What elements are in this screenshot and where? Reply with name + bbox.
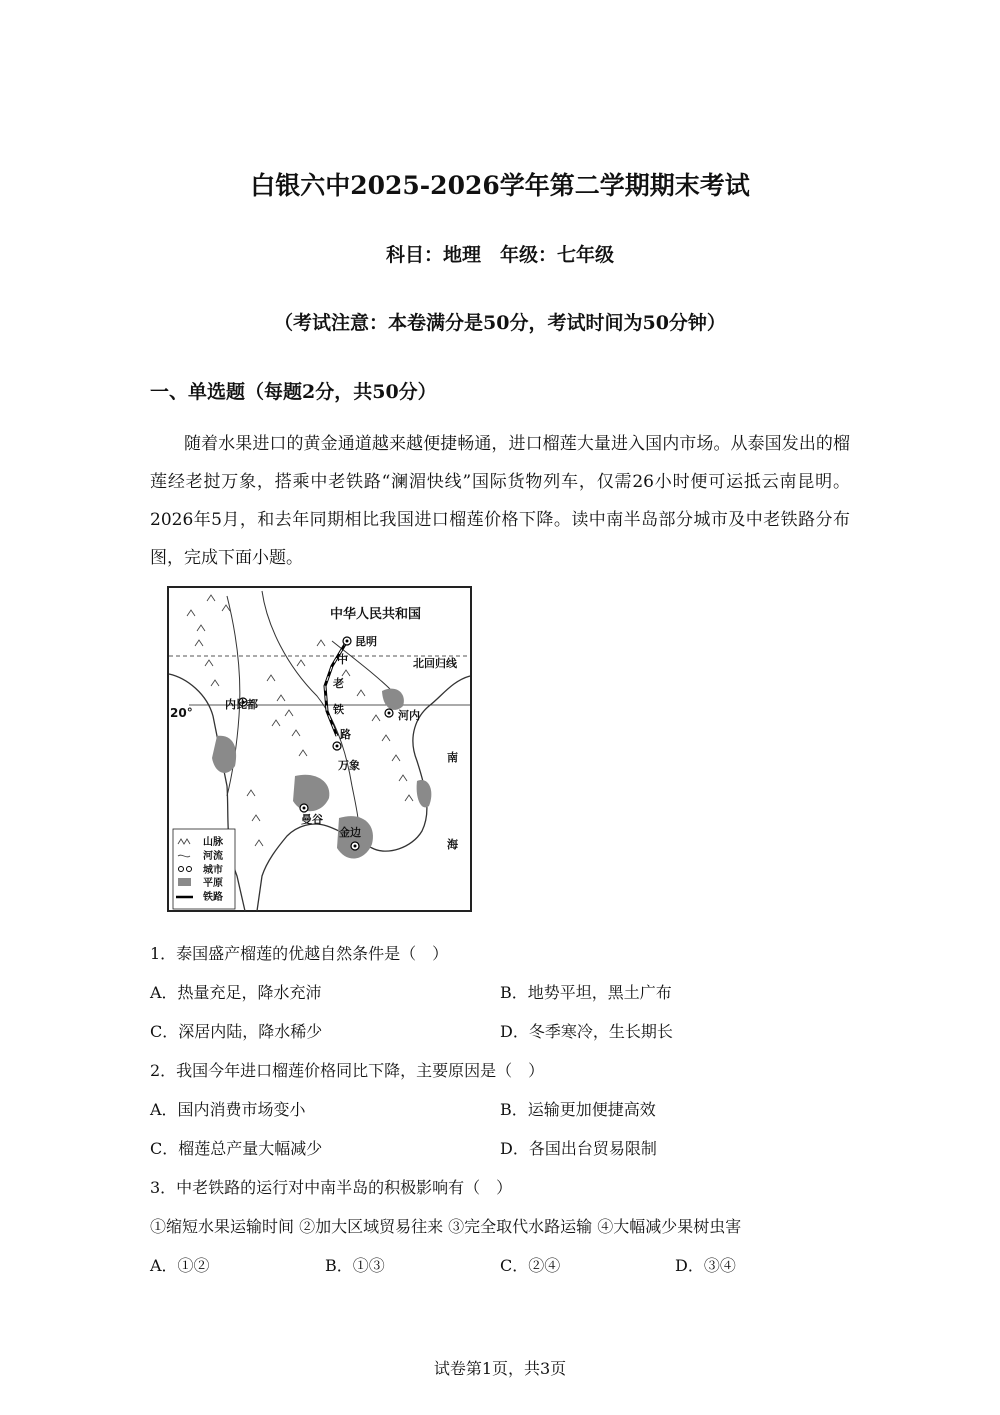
label-rail-2: 老: [333, 677, 344, 690]
answer-option[interactable]: D．各国出台贸易限制: [500, 1139, 657, 1158]
page-footer: 试卷第1页，共3页: [433, 1359, 567, 1378]
answer-option[interactable]: C．②④: [500, 1256, 561, 1275]
question-stem: 1．泰国盛产榴莲的优越自然条件是（ ）: [150, 944, 449, 963]
exam-notice: （考试注意：本卷满分是50分，考试时间为50分钟）: [274, 312, 726, 334]
label-rail-3: 铁: [333, 703, 344, 716]
answer-option[interactable]: B．①③: [325, 1256, 385, 1275]
label-sea-2: 海: [447, 838, 458, 851]
answer-option[interactable]: A．热量充足，降水充沛: [150, 983, 322, 1002]
answer-option[interactable]: D．③④: [675, 1256, 736, 1275]
legend-label: 城市: [203, 865, 223, 876]
label-naypyidaw: 内比都: [225, 698, 258, 711]
label-bangkok: 曼谷: [301, 813, 323, 826]
question-stem: 2．我国今年进口榴莲价格同比下降，主要原因是（ ）: [150, 1061, 545, 1080]
question-stem: 3．中老铁路的运行对中南半岛的积极影响有（ ）: [150, 1178, 513, 1197]
answer-option[interactable]: C．深居内陆，降水稀少: [150, 1022, 323, 1041]
reading-passage: 随着水果进口的黄金通道越来越便捷畅通，进口榴莲大量进入国内市场。从泰国发出的榴莲经老挝万象，搭乘中老铁路“澜湄快线”国际货物列车，仅需26小时便可运抵云南昆明。2026年5月，和去年同期相比我国进口榴莲价格下降。读中南半岛部分城市及中老铁路分布图，完成下面小题。: [150, 434, 850, 568]
answer-option[interactable]: D．冬季寒冷，生长期长: [500, 1022, 673, 1041]
label-sea-1: 南: [447, 751, 458, 764]
legend-city-icon: [179, 867, 184, 872]
label-kunming: 昆明: [355, 635, 377, 648]
question-statements: ①缩短水果运输时间 ②加大区域贸易往来 ③完全取代水路运输 ④大幅减少果树虫害: [150, 1217, 742, 1236]
label-china: 中华人民共和国: [330, 607, 422, 622]
label-rail-4: 路: [340, 728, 351, 741]
answer-option[interactable]: A．国内消费市场变小: [150, 1100, 306, 1119]
answer-option[interactable]: B．运输更加便捷高效: [500, 1100, 656, 1119]
label-20deg: 20°: [170, 706, 193, 720]
subject-line: 科目：地理 年级：七年级: [385, 244, 614, 266]
label-tropic: 北回归线: [413, 657, 457, 670]
label-phnompenh: 金边: [339, 826, 361, 839]
section-heading: 一、单选题（每题2分，共50分）: [150, 381, 437, 403]
legend-label: 山脉: [203, 837, 223, 848]
label-hanoi: 河内: [398, 709, 420, 722]
exam-title: 白银六中2025-2026学年第二学期期末考试: [250, 171, 750, 200]
answer-option[interactable]: B．地势平坦，黑土广布: [500, 983, 672, 1002]
legend-label: 河流: [203, 851, 223, 862]
legend-label: 平原: [203, 878, 223, 889]
legend-label: 铁路: [203, 892, 223, 903]
answer-option[interactable]: C．榴莲总产量大幅减少: [150, 1139, 323, 1158]
label-rail-1: 中: [337, 653, 348, 666]
legend-plain-icon: [178, 878, 191, 886]
indochina-map: [167, 586, 472, 912]
map-legend: [173, 829, 235, 909]
label-vientiane: 万象: [338, 759, 360, 772]
answer-option[interactable]: A．①②: [150, 1256, 210, 1275]
